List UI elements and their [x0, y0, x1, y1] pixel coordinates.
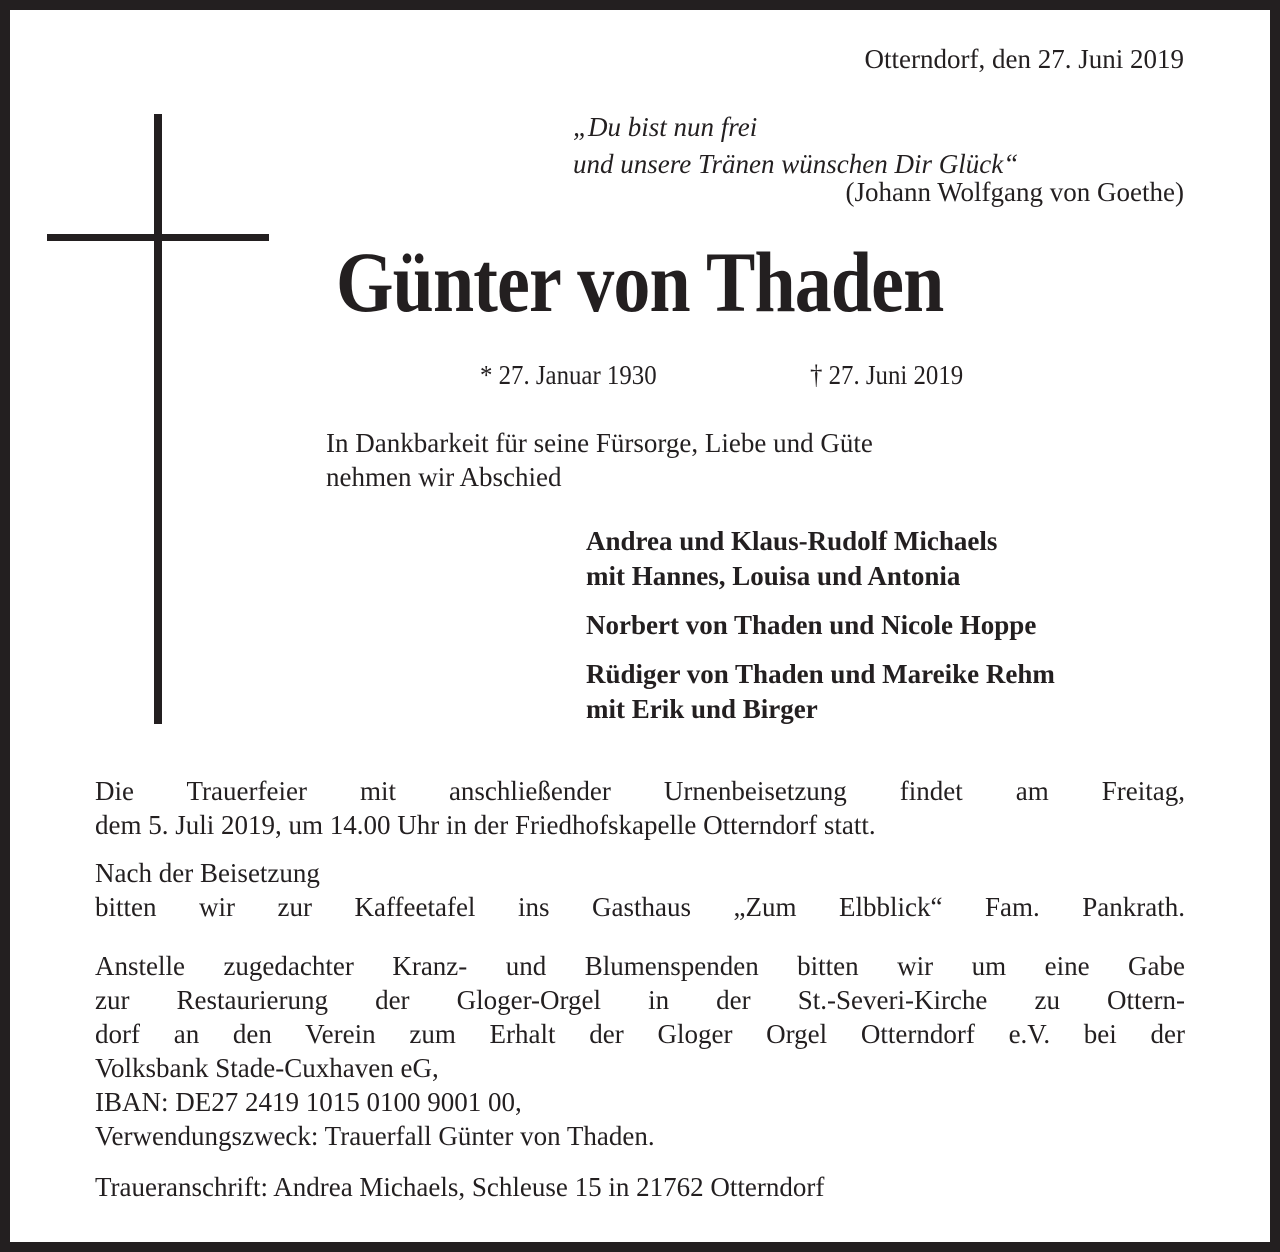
- mourner-group: [586, 608, 1055, 643]
- quote-line: „Du bist nun frei: [573, 112, 758, 142]
- mourner-line: mit Erik und Birger: [586, 694, 818, 724]
- funeral-paragraph: [95, 774, 1185, 842]
- donation-paragraph: [95, 949, 1185, 1153]
- cross-vertical-bar: [154, 114, 162, 724]
- donation-line: dorf an den Verein zum Erhalt der Gloger Orgel Otterndorf e.V. bei der: [95, 1019, 1185, 1049]
- reception-line: Nach der Beisetzung: [95, 858, 320, 888]
- thanks-line: nehmen wir Abschied: [326, 462, 562, 492]
- reception-line: bitten wir zur Kaffeetafel ins Gasthaus „Zum Elbblick“ Fam. Pankrath.: [95, 892, 1185, 922]
- donation-line: zur Restaurierung der Gloger-Orgel in der St.-Severi-Kirche zu Ottern-: [95, 985, 1185, 1015]
- mourning-address: Traueranschrift: Andrea Michaels, Schleuse 15 in 21762 Otterndorf: [95, 1172, 825, 1202]
- mourner-group: [586, 657, 1055, 727]
- thanks-line: In Dankbarkeit für seine Fürsorge, Liebe und Güte: [326, 428, 873, 458]
- mourner-line: Andrea und Klaus-Rudolf Michaels: [586, 526, 998, 556]
- place-date: Otterndorf, den 27. Juni 2019: [864, 44, 1184, 74]
- mourners-list: [586, 524, 1055, 741]
- mourner-line: Norbert von Thaden und Nicole Hoppe: [586, 610, 1037, 640]
- donation-line: Volksbank Stade-Cuxhaven eG,: [95, 1053, 439, 1083]
- quote-line: und unsere Tränen wünschen Dir Glück“: [573, 149, 1019, 179]
- donation-purpose-line: Verwendungszweck: Trauerfall Günter von Thaden.: [95, 1121, 655, 1151]
- mourner-line: mit Hannes, Louisa und Antonia: [586, 561, 961, 591]
- mourner-line: Rüdiger von Thaden und Mareike Rehm: [586, 659, 1055, 689]
- funeral-line: Die Trauerfeier mit anschließender Urnenbeisetzung findet am Freitag,: [95, 776, 1185, 806]
- quote-author: (Johann Wolfgang von Goethe): [845, 177, 1184, 207]
- thanks-text: [326, 426, 873, 494]
- death-date: † 27. Juni 2019: [810, 360, 964, 390]
- donation-line: Anstelle zugedachter Kranz- und Blumenspenden bitten wir um eine Gabe: [95, 951, 1185, 981]
- mourner-group: [586, 524, 1055, 594]
- deceased-name: Günter von Thaden: [336, 234, 944, 330]
- birth-date: * 27. Januar 1930: [480, 360, 657, 390]
- reception-paragraph: [95, 856, 1185, 924]
- iban-line: IBAN: DE27 2419 1015 0100 9001 00,: [95, 1087, 522, 1117]
- cross-horizontal-bar: [47, 234, 269, 241]
- funeral-line: dem 5. Juli 2019, um 14.00 Uhr in der Friedhofskapelle Otterndorf statt.: [95, 810, 876, 840]
- obituary-notice: [10, 10, 1270, 1242]
- quote: [573, 109, 1018, 183]
